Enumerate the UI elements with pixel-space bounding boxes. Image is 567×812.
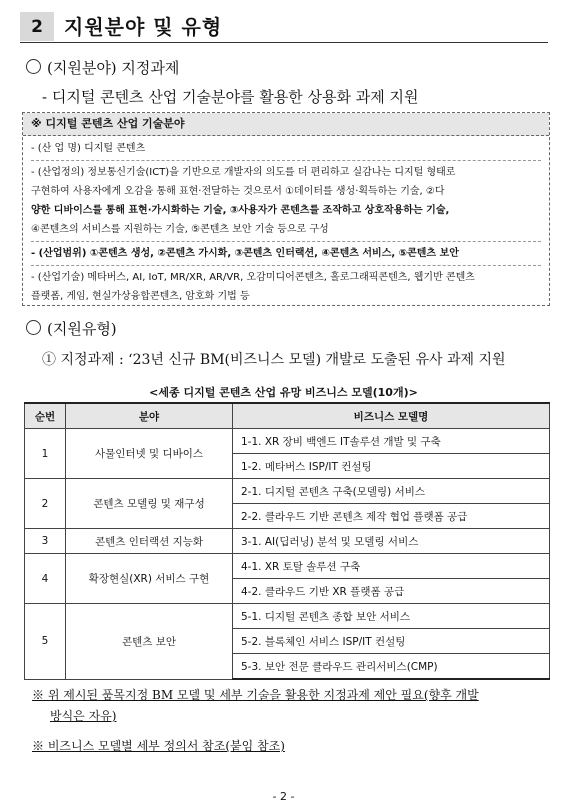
row-field: 콘텐츠 인터랙션 지능화	[66, 529, 233, 554]
row-model: 5-3. 보안 전문 클라우드 관리서비스(CMP)	[233, 654, 550, 680]
definition-line-1: - (산업정의) 정보통신기술(ICT)을 기반으로 개발자의 의도를 더 편리하고 실감나는 디지털 형태로	[31, 167, 456, 178]
tech-field-box-header: ※ 디지털 콘텐츠 산업 기술분야	[23, 113, 549, 136]
circle-bullet-icon	[26, 59, 41, 74]
table-row	[25, 429, 550, 454]
type-line: ① 지정과제 : ‘23년 신규 BM(비즈니스 모델) 개발로 도출된 유사 과제 지원	[42, 352, 506, 368]
row-no: 5	[25, 604, 66, 680]
row-field: 확장현실(XR) 서비스 구현	[66, 554, 233, 604]
row-field: 콘텐츠 보안	[66, 604, 233, 680]
industry-tech-line-1: - (산업기술) 메타버스, AI, IoT, MR/XR, AR/VR, 오감미디어콘텐츠, 홀로그래픽콘텐츠, 웹기반 콘텐츠	[31, 272, 475, 283]
table-row	[25, 529, 550, 554]
table-row	[25, 554, 550, 579]
divider	[31, 241, 541, 242]
row-model: 5-2. 블록체인 서비스 ISP/IT 컨설팅	[233, 629, 550, 654]
section-title: 지원분야 및 유형	[64, 15, 223, 39]
definition-line-3: 양한 디바이스를 통해 표현·가시화하는 기술, ③사용자가 콘텐츠를 조작하고 상호작용하는 기술,	[31, 205, 450, 216]
type-heading-line	[26, 318, 117, 339]
row-model: 5-1. 디지털 콘텐츠 종합 보안 서비스	[233, 604, 550, 629]
row-model: 1-1. XR 장비 백엔드 IT솔루션 개발 및 구축	[233, 429, 550, 454]
section-header	[20, 12, 548, 43]
table-row	[25, 479, 550, 504]
type-heading: (지원유형)	[47, 320, 117, 338]
divider	[31, 160, 541, 161]
row-no: 1	[25, 429, 66, 479]
header-model: 비즈니스 모델명	[233, 403, 550, 429]
industry-scope: - (산업범위) ①콘텐츠 생성, ②콘텐츠 가시화, ③콘텐츠 인터랙션, ④콘텐츠 서비스, ⑤콘텐츠 보안	[31, 248, 459, 259]
field-line: - 디지털 콘텐츠 산업 기술분야를 활용한 상용화 과제 지원	[42, 88, 419, 106]
row-no: 2	[25, 479, 66, 529]
header-field: 분야	[66, 403, 233, 429]
row-model: 2-1. 디지털 콘텐츠 구축(모델링) 서비스	[233, 479, 550, 504]
divider	[31, 265, 541, 266]
table-row	[25, 604, 550, 629]
header-no: 순번	[25, 403, 66, 429]
row-no: 4	[25, 554, 66, 604]
page-number: - 2 -	[272, 790, 295, 803]
row-no: 3	[25, 529, 66, 554]
row-field: 사물인터넷 및 디바이스	[66, 429, 233, 479]
tech-field-box-body	[31, 139, 541, 306]
row-model: 3-1. AI(딥러닝) 분석 및 모델링 서비스	[233, 529, 550, 554]
industry-tech-line-2: 플랫폼, 게임, 현실가상융합콘텐츠, 암호화 기법 등	[31, 291, 250, 302]
note-1-line-1: ※ 위 제시된 품목지정 BM 모델 및 세부 기술을 활용한 지정과제 제안 필요(향후 개발	[32, 688, 479, 702]
definition-line-4: ④콘텐츠의 서비스를 지원하는 기술, ⑤콘텐츠 보안 기술 등으로 구성	[31, 224, 329, 235]
tech-field-box	[22, 112, 550, 306]
row-model: 4-1. XR 토탈 솔루션 구축	[233, 554, 550, 579]
field-heading: (지원분야) 지정과제	[47, 59, 180, 77]
row-model: 2-2. 클라우드 기반 콘텐츠 제작 협업 플랫폼 공급	[233, 504, 550, 529]
industry-name: - (산 업 명) 디지털 콘텐츠	[31, 143, 146, 154]
field-heading-line	[26, 57, 179, 78]
row-model: 1-2. 메타버스 ISP/IT 컨설팅	[233, 454, 550, 479]
table-caption: <세종 디지털 콘텐츠 산업 유망 비즈니스 모델(10개)>	[149, 386, 418, 399]
table-header-row	[25, 403, 550, 429]
note-2: ※ 비즈니스 모델별 세부 정의서 참조(붙임 참조)	[32, 739, 285, 753]
circle-bullet-icon	[26, 320, 41, 335]
business-model-table	[24, 402, 550, 680]
row-model: 4-2. 클라우드 기반 XR 플랫폼 공급	[233, 579, 550, 604]
definition-line-2: 구현하여 사용자에게 오감을 통해 표현·전달하는 것으로서 ①데이터를 생성·획득하는 기술, ②다	[31, 186, 445, 197]
row-field: 콘텐츠 모델링 및 재구성	[66, 479, 233, 529]
section-number: 2	[20, 12, 54, 41]
note-1-line-2: 방식은 자유)	[50, 709, 117, 723]
